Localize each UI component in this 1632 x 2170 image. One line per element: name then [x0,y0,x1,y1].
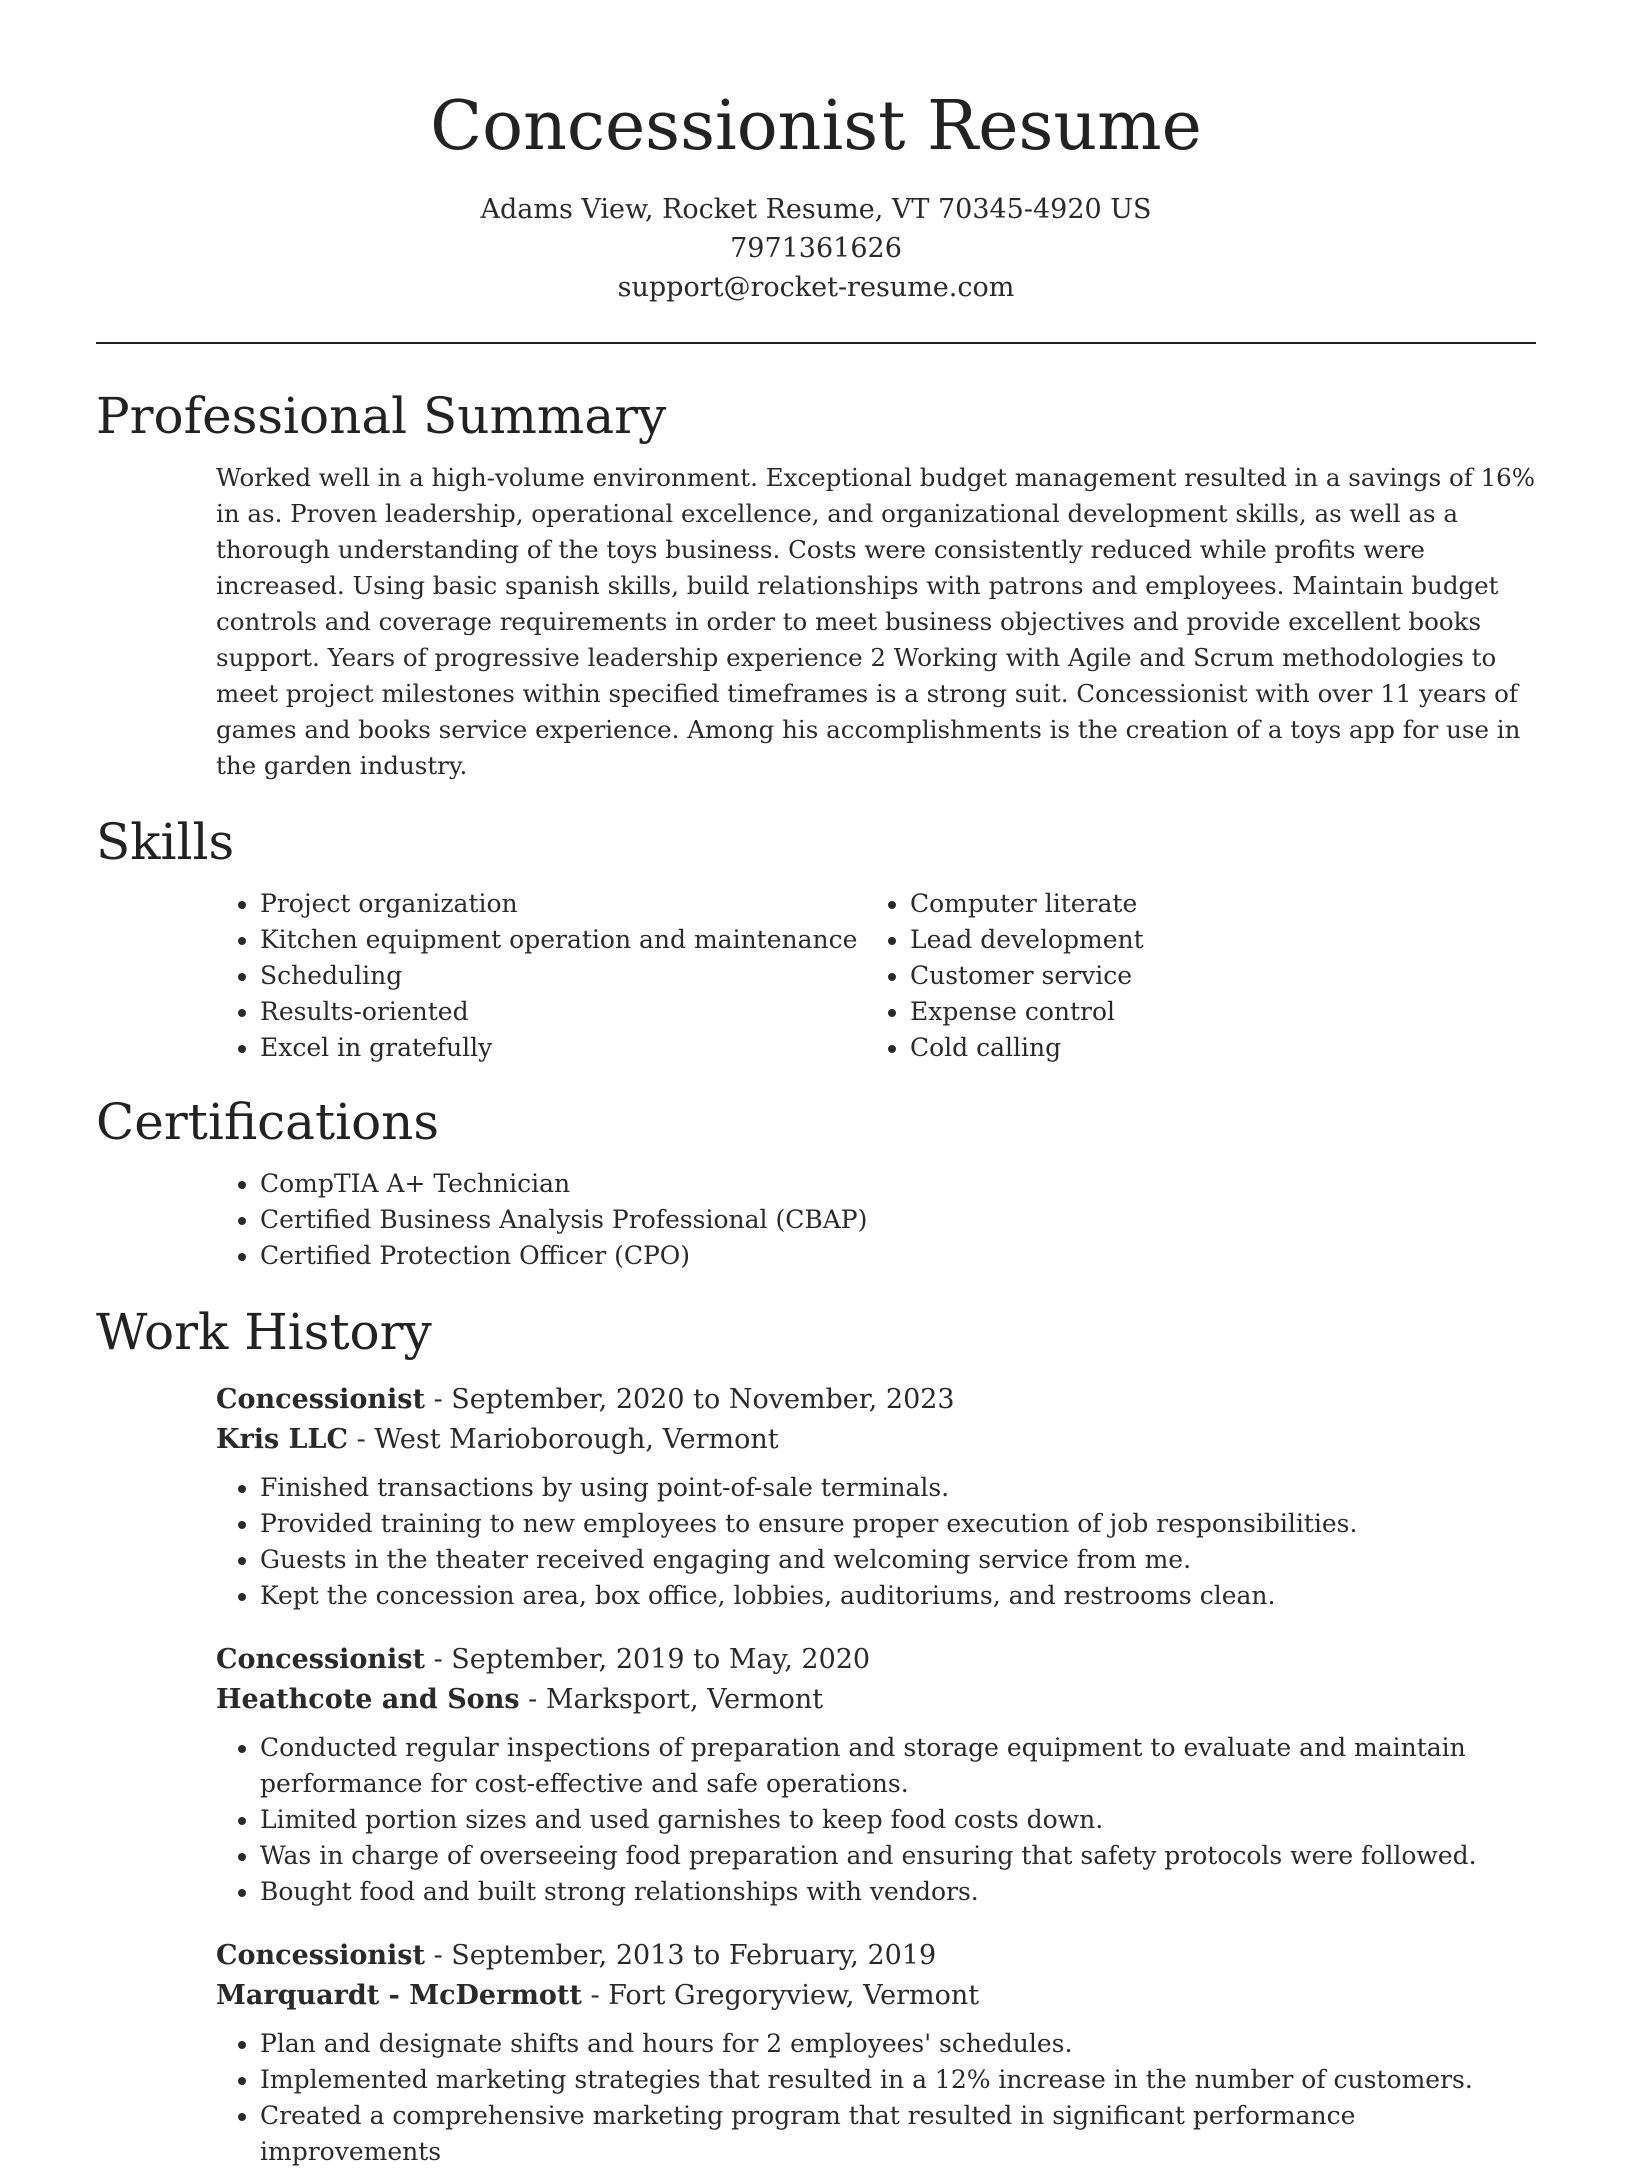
skill-item: • Results-oriented [260,994,860,1030]
skill-item: • Customer service [910,958,1510,994]
contact-block [96,190,1536,307]
certifications-list [216,1166,1536,1274]
job-company-line [216,1420,1536,1460]
job-duty: • Guests in the theater received engaging and welcoming service from me. [260,1542,1536,1578]
certifications-heading: Certifications [96,1093,440,1151]
job-duty: • Provided training to new employees to ensure proper execution of job responsibilities. [260,1506,1536,1542]
skill-item: • Scheduling [260,958,860,994]
skill-item: • Cold calling [910,1030,1510,1066]
page-title: Concessionist Resume [430,87,1202,166]
job-company-line [216,1976,1536,2016]
job-company: Kris LLC [216,1424,349,1455]
certification-item: • Certified Protection Officer (CPO) [260,1238,1536,1274]
skills-list-right [860,886,1510,1066]
job-role: Concessionist [216,1384,425,1415]
job-dates: - September, 2019 to May, 2020 [424,1644,871,1675]
job-duty: • Limited portion sizes and used garnishes to keep food costs down. [260,1802,1536,1838]
job-company: Marquardt - McDermott [216,1980,582,2011]
contact-email: support@rocket-resume.com [617,272,1015,303]
skills-grid [216,886,1536,1066]
skill-item: • Computer literate [910,886,1510,922]
skill-item: • Lead development [910,922,1510,958]
job-location: - Fort Gregoryview, Vermont [581,1980,980,2011]
job-dates: - September, 2013 to February, 2019 [424,1940,937,1971]
job-title-line [216,1640,1536,1680]
job-location: - Marksport, Vermont [519,1684,824,1715]
summary-heading: Professional Summary [96,387,667,445]
job-duty: • Created a comprehensive marketing program that resulted in significant performance improvements [260,2098,1536,2170]
job-dates: - September, 2020 to November, 2023 [424,1384,955,1415]
job-company: Heathcote and Sons [216,1684,520,1715]
contact-phone: 7971361626 [730,233,902,264]
job-duty: • Finished transactions by using point-of-sale terminals. [260,1470,1536,1506]
job-title-line [216,1380,1536,1420]
job-role: Concessionist [216,1940,425,1971]
skill-item: • Project organization [260,886,860,922]
skills-heading: Skills [96,813,235,871]
job-duty: • Bought food and built strong relationships with vendors. [260,1874,1536,1910]
job-title-line [216,1936,1536,1976]
resume-header [96,0,1536,307]
work-history-heading: Work History [96,1303,432,1361]
header-divider [96,342,1536,344]
job-duty: • Was in charge of overseeing food preparation and ensuring that safety protocols were followed. [260,1838,1536,1874]
job-duty: • Plan and designate shifts and hours for 2 employees' schedules. [260,2026,1536,2062]
certification-item: • Certified Business Analysis Professional (CBAP) [260,1202,1536,1238]
job-role: Concessionist [216,1644,425,1675]
certification-item: • CompTIA A+ Technician [260,1166,1536,1202]
job-location: - West Marioborough, Vermont [348,1424,779,1455]
job-duties-list [216,1730,1536,1910]
job-duty: • Kept the concession area, box office, lobbies, auditoriums, and restrooms clean. [260,1578,1536,1614]
resume-page [96,0,1536,2166]
job-duties-list [216,1470,1536,1614]
job-duties-list [216,2026,1536,2170]
job-company-line [216,1680,1536,1720]
job-entry [216,1380,1536,1614]
summary-text: Worked well in a high-volume environment. Exceptional budget management resulted in a savings of 16% in as. Proven leadership, operational excellence, and organizational development skills, as well as a thorough understanding of the toys business. Costs were consistently reduced while profits were increased. Using basic spanish skills, build relationships with patrons and employees. Maintain budget controls and coverage requirements in order to meet business objectives and provide excellent books support. Years of progressive leadership experience 2 Working with Agile and Scrum methodologies to meet project milestones within specified timeframes is a strong suit. Concessionist with over 11 years of games and books service experience. Among his accomplishments is the creation of a toys app for use in the garden industry. [216,463,1536,780]
skills-list-left [216,886,860,1066]
job-entry [216,1640,1536,1910]
skill-item: • Expense control [910,994,1510,1030]
job-duty: • Conducted regular inspections of preparation and storage equipment to evaluate and maintain performance for cost-effective and safe operations. [260,1730,1536,1802]
job-duty: • Implemented marketing strategies that resulted in a 12% increase in the number of customers. [260,2062,1536,2098]
contact-address: Adams View, Rocket Resume, VT 70345-4920 US [480,194,1152,225]
skill-item: • Kitchen equipment operation and maintenance [260,922,860,958]
job-entry [216,1936,1536,2170]
skill-item: • Excel in gratefully [260,1030,860,1066]
